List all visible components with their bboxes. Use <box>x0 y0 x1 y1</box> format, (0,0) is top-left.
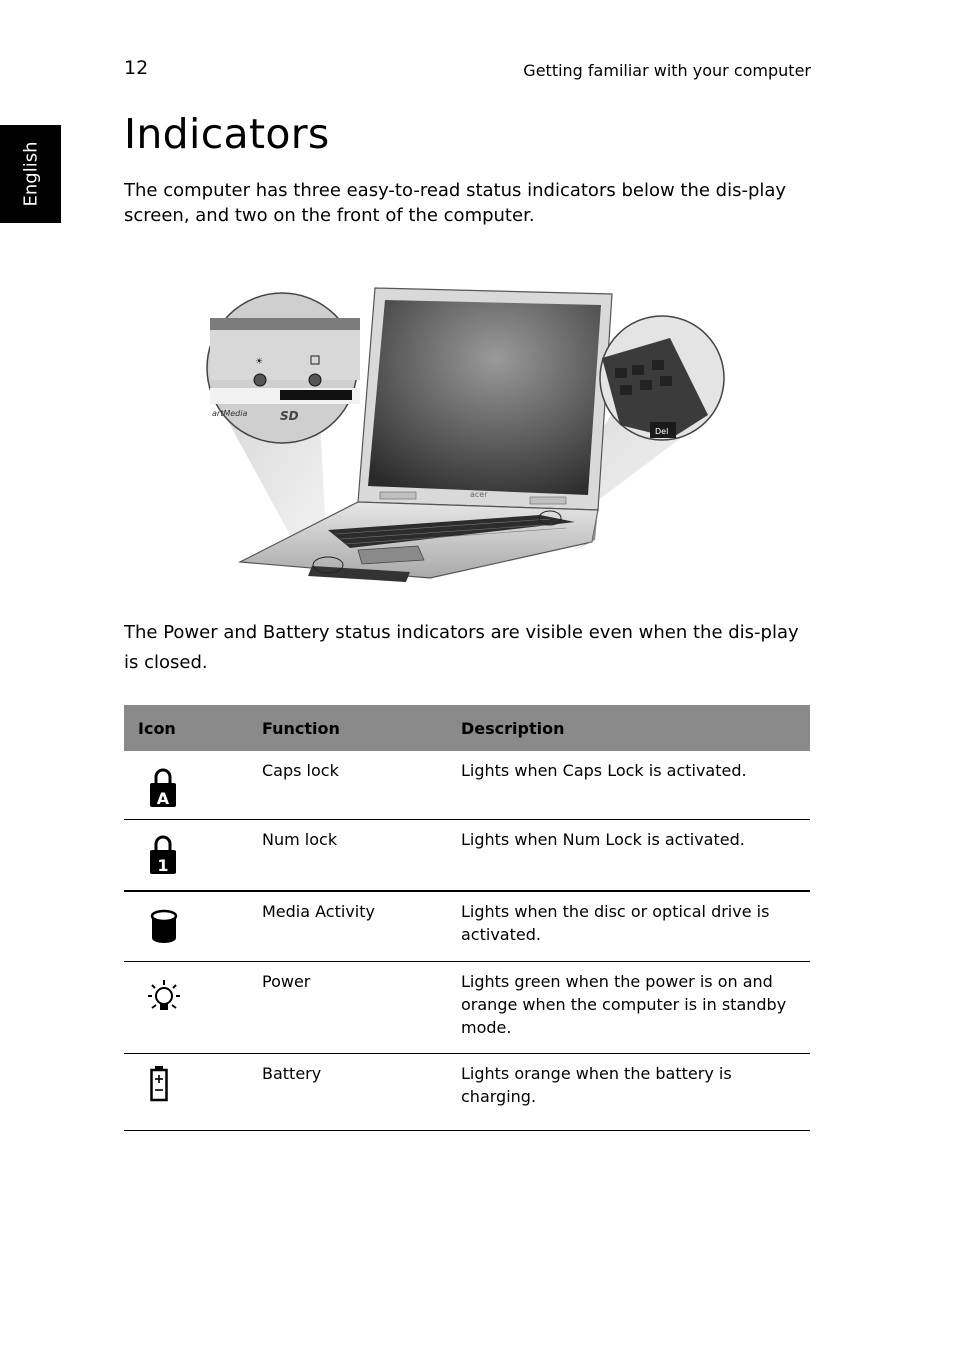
battery-icon <box>150 1066 190 1110</box>
description-cell: Lights green when the power is on and orange when the computer is in standby mode. <box>461 972 787 1037</box>
laptop-illustration <box>200 280 740 610</box>
svg-text:1: 1 <box>157 856 169 875</box>
indicators-table <box>124 705 810 1131</box>
sd-card-label: SD <box>280 409 299 423</box>
function-cell: Caps lock <box>262 761 339 780</box>
table-row <box>124 1054 810 1131</box>
header-description: Description <box>461 705 810 751</box>
table-row <box>124 751 810 820</box>
svg-text:A: A <box>156 789 170 808</box>
language-tab-label: English <box>20 141 41 207</box>
del-key-label: Del <box>655 427 669 436</box>
description-cell: Lights when Caps Lock is activated. <box>461 761 747 780</box>
brand-logo: acer <box>470 490 488 499</box>
description-cell: Lights when Num Lock is activated. <box>461 830 745 849</box>
function-cell: Num lock <box>262 830 338 849</box>
svg-text:☀: ☀ <box>255 357 264 367</box>
table-row <box>124 891 810 962</box>
media-card-label: artMedia <box>212 409 248 418</box>
function-cell: Media Activity <box>262 901 375 921</box>
caps-lock-icon <box>148 765 188 813</box>
page-title: Indicators <box>124 110 330 158</box>
description-cell: Lights orange when the battery is charging. <box>461 1064 732 1106</box>
intro-paragraph: The computer has three easy-to-read status indicators below the dis-play screen, and two on the front of the computer. <box>124 180 787 226</box>
note-paragraph: The Power and Battery status indicators are visible even when the dis-play is closed. <box>124 622 799 673</box>
num-lock-icon <box>148 832 188 880</box>
table-header-row <box>124 705 810 751</box>
table-row <box>124 820 810 891</box>
header-icon: Icon <box>124 705 262 751</box>
description-cell: Lights when the disc or optical drive is activated. <box>461 901 770 944</box>
page-number: 12 <box>124 57 149 79</box>
function-cell: Battery <box>262 1064 322 1083</box>
function-cell: Power <box>262 972 311 991</box>
table-row <box>124 962 810 1054</box>
header-function: Function <box>262 705 461 751</box>
running-header: Getting familiar with your computer <box>523 61 811 80</box>
power-icon <box>146 978 186 1022</box>
media-activity-icon <box>150 908 190 948</box>
language-tab <box>0 125 61 223</box>
